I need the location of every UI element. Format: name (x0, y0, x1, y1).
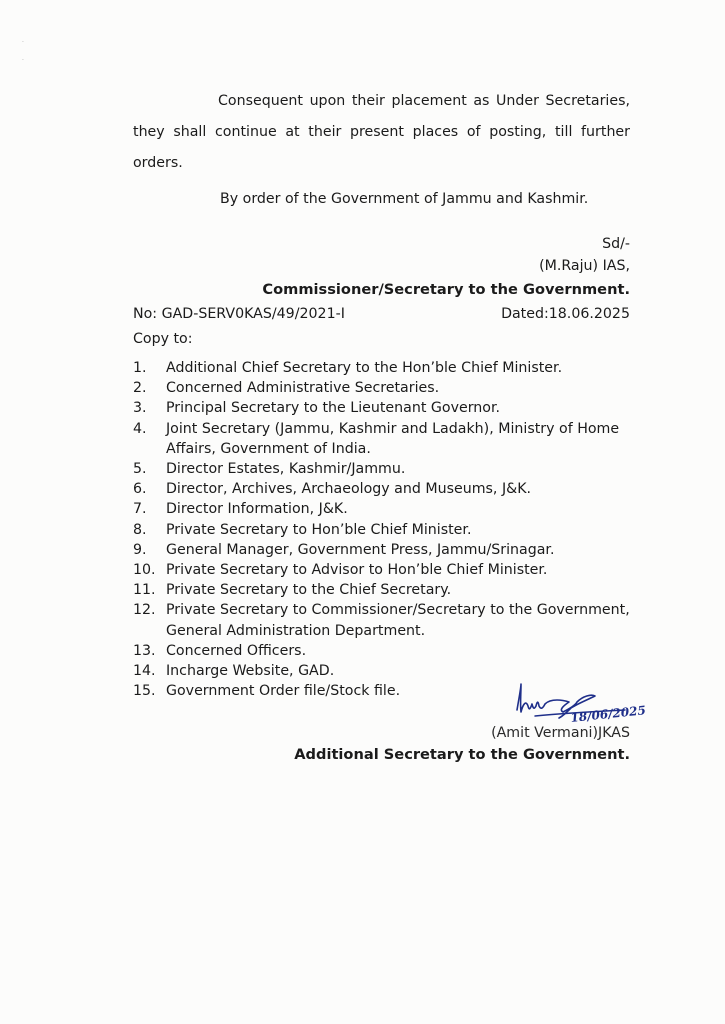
list-item-number: 14. (133, 663, 156, 680)
list-item-number: 2. (133, 380, 147, 397)
list-item-number: 3. (133, 400, 147, 417)
list-item (133, 641, 630, 661)
list-item-text: Director Information, J&K. (166, 501, 348, 518)
list-item-text: General Manager, Government Press, Jammu/Srinagar. (166, 541, 555, 558)
by-order-line: By order of the Government of Jammu and Kashmir. (220, 191, 589, 207)
list-item-text: Principal Secretary to the Lieutenant Governor. (166, 400, 500, 417)
list-item (133, 600, 630, 640)
scan-specks: · · (22, 39, 24, 64)
list-item-text: Joint Secretary (Jammu, Kashmir and Ladakh), Ministry of Home Affairs, Government of India. (166, 420, 620, 457)
list-item-number: 9. (133, 541, 147, 558)
list-item-text: Additional Chief Secretary to the Hon’ble Chief Minister. (166, 360, 563, 376)
sd-mark: Sd/- (602, 236, 630, 252)
list-item-text: Private Secretary to the Chief Secretary. (166, 582, 452, 599)
reference-number: No: GAD-SERV0KAS/49/2021-I (133, 306, 345, 322)
list-item (133, 419, 630, 459)
second-signatory-title: Additional Secretary to the Government. (294, 746, 630, 763)
body-paragraph (133, 86, 630, 179)
list-item (133, 459, 630, 479)
list-item-number: 13. (133, 642, 156, 659)
list-item-text: Government Order file/Stock file. (166, 683, 401, 700)
list-item (133, 499, 630, 519)
copy-to-list (133, 358, 630, 701)
list-item (133, 479, 630, 499)
list-item-number: 15. (133, 683, 156, 700)
list-item-text: Private Secretary to Commissioner/Secretary to the Government, General Administration Department. (166, 602, 630, 639)
list-item-number: 1. (133, 360, 147, 376)
list-item-number: 4. (133, 420, 147, 437)
list-item-text: Concerned Officers. (166, 642, 307, 659)
handwritten-date: 18/06/2025 (569, 703, 647, 725)
copy-to-label: Copy to: (133, 331, 193, 347)
signatory-name: (M.Raju) IAS, (539, 258, 630, 274)
list-item-number: 5. (133, 461, 147, 478)
list-item (133, 378, 630, 398)
list-item-text: Private Secretary to Advisor to Hon’ble Chief Minister. (166, 562, 548, 579)
signatory-title: Commissioner/Secretary to the Government. (262, 281, 630, 298)
list-item-text: Incharge Website, GAD. (166, 663, 335, 680)
list-item-text: Private Secretary to Hon’ble Chief Minister. (166, 521, 472, 538)
list-item-number: 12. (133, 602, 156, 619)
list-item (133, 398, 630, 418)
list-item-text: Director, Archives, Archaeology and Museums, J&K. (166, 481, 532, 498)
list-item-number: 10. (133, 562, 156, 579)
reference-date: Dated:18.06.2025 (501, 306, 630, 322)
list-item-text: Director Estates, Kashmir/Jammu. (166, 461, 406, 478)
list-item (133, 580, 630, 600)
second-signatory-name: (Amit Vermani)JKAS (491, 725, 630, 741)
body-paragraph-text: Consequent upon their placement as Under Secretaries, they shall continue at their present places of posting, till further orders. (133, 93, 630, 171)
list-item (133, 358, 630, 378)
list-item (133, 520, 630, 540)
list-item-text: Concerned Administrative Secretaries. (166, 380, 440, 397)
list-item (133, 540, 630, 560)
list-item-number: 6. (133, 481, 147, 498)
list-item-number: 8. (133, 521, 147, 538)
list-item-number: 11. (133, 582, 156, 599)
list-item-number: 7. (133, 501, 147, 518)
list-item (133, 560, 630, 580)
